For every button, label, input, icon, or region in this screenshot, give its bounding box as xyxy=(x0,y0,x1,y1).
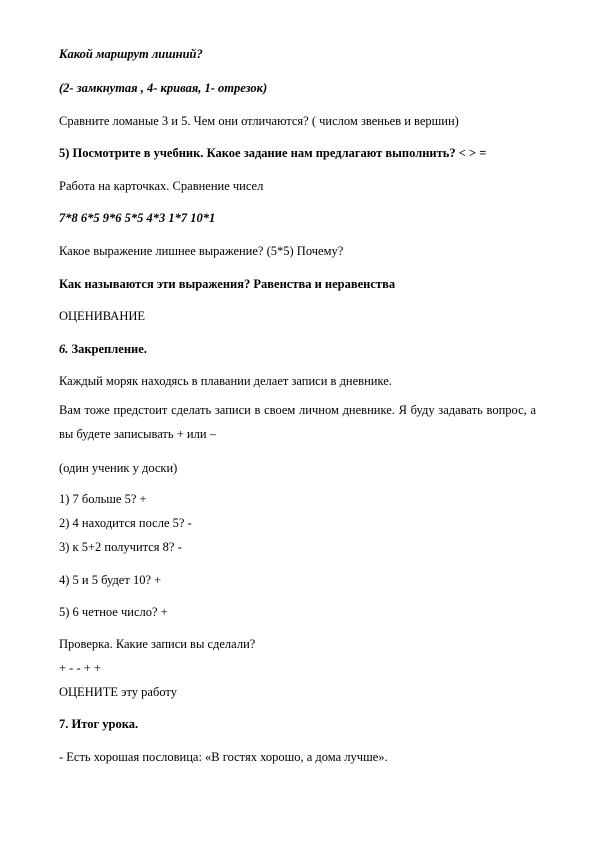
question-2: 2) 4 находится после 5? - xyxy=(59,516,192,530)
answer-signs: + - - + + xyxy=(59,661,101,675)
question-4: 4) 5 и 5 будет 10? + xyxy=(59,573,162,587)
cards-work-text: Работа на карточках. Сравнение чисел xyxy=(59,179,264,193)
equalities-question: Как называются эти выражения? Равенства и неравенства xyxy=(59,277,396,291)
sailor-diary-text: Каждый моряк находясь в плавании делает записи в дневнике. xyxy=(59,374,392,388)
compare-polylines-text: Сравните ломаные 3 и 5. Чем они отличаются? ( числом звеньев и вершин) xyxy=(59,114,459,128)
section-6-heading xyxy=(59,341,147,357)
expressions-list: 7*8 6*5 9*6 5*5 4*3 1*7 10*1 xyxy=(59,211,216,225)
evaluation-label: ОЦЕНИВАНИЕ xyxy=(59,309,146,323)
route-question: Какой маршрут лишний? xyxy=(59,47,203,61)
route-answer: (2- замкнутая , 4- кривая, 1- отрезок) xyxy=(59,81,268,95)
extra-expression-question: Какое выражение лишнее выражение? (5*5) Почему? xyxy=(59,244,344,258)
diary-instructions-paragraph: Вам тоже предстоит сделать записи в своем личном дневнике. Я буду задавать вопрос, а вы будете записывать + или – xyxy=(59,403,536,441)
section-6-title: Закрепление. xyxy=(68,342,147,356)
section-6-number: 6. xyxy=(59,342,69,356)
question-3: 3) к 5+2 получится 8? - xyxy=(59,540,182,554)
student-at-board-note: (один ученик у доски) xyxy=(59,461,178,475)
section-7-heading: 7. Итог урока. xyxy=(59,717,139,731)
evaluate-work-text: ОЦЕНИТЕ эту работу xyxy=(59,685,177,699)
section-5-heading: 5) Посмотрите в учебник. Какое задание нам предлагают выполнить? < > = xyxy=(59,146,487,160)
question-1: 1) 7 больше 5? + xyxy=(59,492,147,506)
question-5: 5) 6 четное число? + xyxy=(59,605,168,619)
check-question: Проверка. Какие записи вы сделали? xyxy=(59,637,256,651)
proverb-text: - Есть хорошая пословица: «В гостях хорошо, а дома лучше». xyxy=(59,750,388,764)
